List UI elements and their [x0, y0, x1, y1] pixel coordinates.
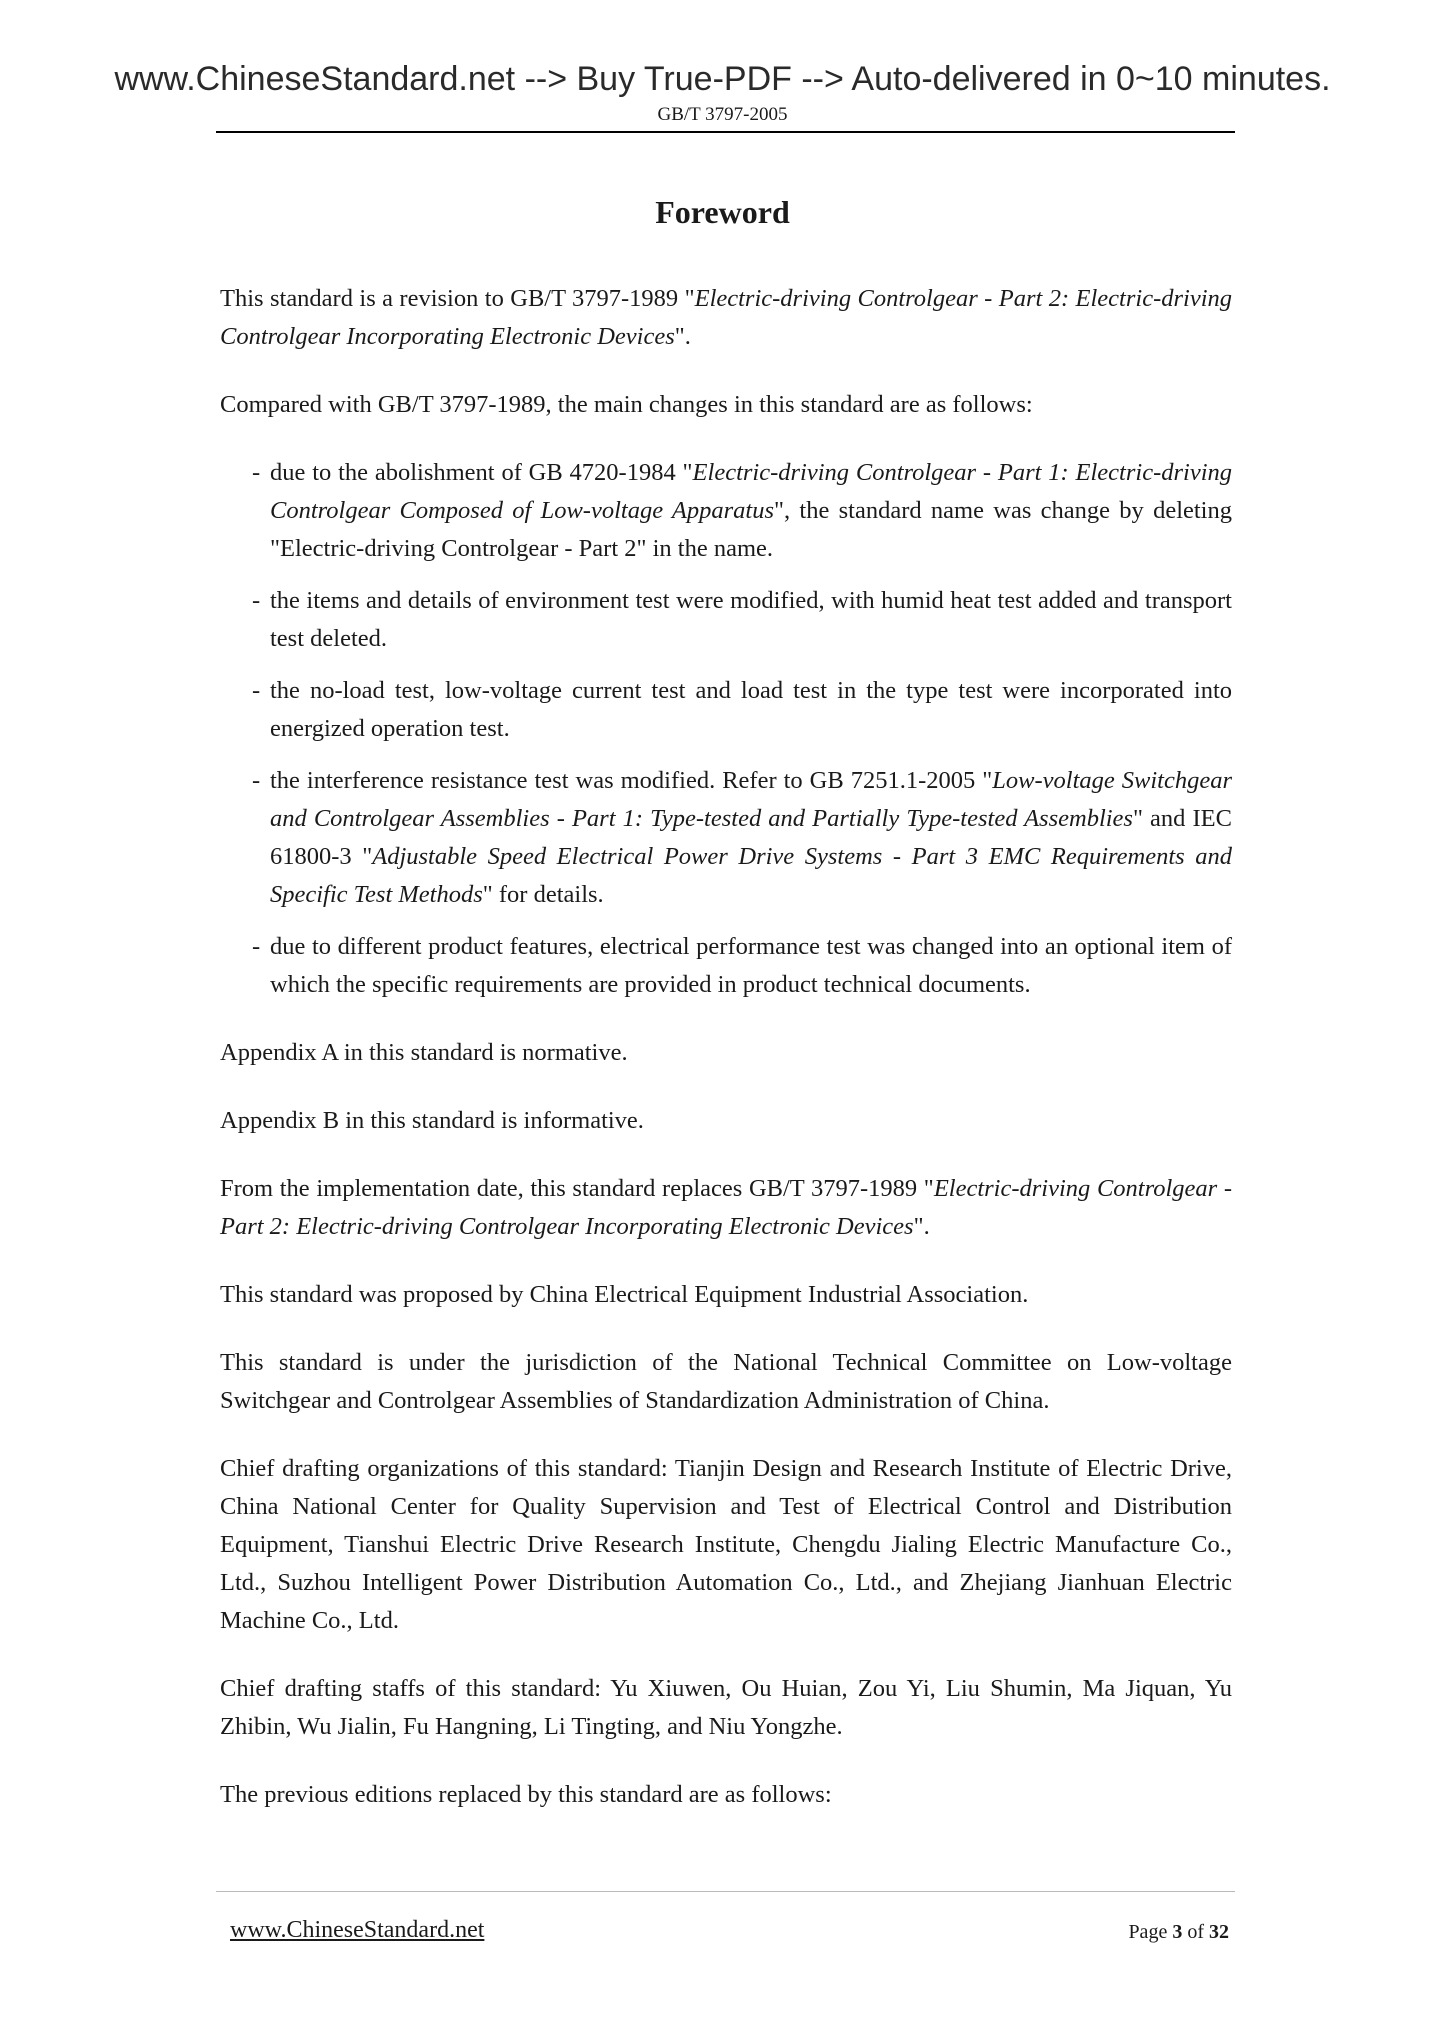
paragraph-jurisdiction: This standard is under the jurisdiction of the National Technical Committee on Low-voltage Switchgear and Controlgear Assemblies of Standardization Administration of China.	[220, 1349, 1232, 1414]
italic-title: Electric-driving Controlgear - Part 1: Electric-driving Controlgear Composed of Low-voltage Apparatus	[270, 459, 1233, 524]
text-segment: the items and details of environment test were modified, with humid heat test added and transport test deleted.	[270, 587, 1232, 652]
text-segment: This standard is a revision to GB/T 3797-1989 "	[220, 285, 695, 312]
page-title: Foreword	[655, 194, 790, 230]
paragraph-drafting-staffs: Chief drafting staffs of this standard: Yu Xiuwen, Ou Huian, Zou Yi, Liu Shumin, Ma Jiquan, Yu Zhibin, Wu Jialin, Fu Hangning, Li Tingting, and Niu Yongzhe.	[220, 1675, 1232, 1740]
footer-website-link[interactable]: www.ChineseStandard.net	[230, 1917, 485, 1943]
text-segment: due to different product features, electrical performance test was changed into an optional item of which the specific requirements are provided in product technical documents.	[270, 933, 1232, 998]
paragraph-replaces	[220, 1170, 1232, 1246]
header-divider	[216, 131, 1235, 133]
paragraph-revision	[220, 280, 1232, 356]
standard-number: GB/T 3797-2005	[657, 104, 788, 125]
text-segment: ".	[674, 323, 691, 350]
total-pages-number: 32	[1209, 1921, 1229, 1943]
footer-divider	[216, 1891, 1235, 1892]
italic-title: Low-voltage Switchgear and Controlgear Assemblies - Part 1: Type-tested and Partially Type-tested Assemblies	[270, 767, 1232, 832]
dash-bullet: -	[252, 587, 261, 614]
page-indicator	[1128, 1921, 1229, 1944]
italic-title: Electric-driving Controlgear - Part 2: Electric-driving Controlgear Incorporating Electronic Devices	[220, 285, 1232, 350]
page-of-word: of	[1187, 1921, 1204, 1943]
site-banner[interactable]: www.ChineseStandard.net --> Buy True-PDF --> Auto-delivered in 0~10 minutes.	[114, 60, 1331, 98]
text-segment: ", the standard name was change by deleting "Electric-driving Controlgear - Part 2" in the name.	[270, 497, 1232, 562]
paragraph-previous-editions: The previous editions replaced by this standard are as follows:	[220, 1781, 832, 1808]
text-segment: the interference resistance test was modified. Refer to GB 7251.1-2005 "	[270, 767, 993, 794]
page-word: Page	[1128, 1921, 1168, 1943]
dash-bullet: -	[252, 677, 261, 704]
foreword-body	[220, 280, 1232, 1844]
dash-bullet: -	[252, 767, 261, 794]
paragraph-appendix-b: Appendix B in this standard is informative.	[220, 1107, 644, 1134]
list-item	[220, 672, 1232, 748]
text-segment: ".	[913, 1213, 930, 1240]
text-segment: " and IEC 61800-3 "	[270, 805, 1232, 870]
paragraph-appendix-a: Appendix A in this standard is normative.	[220, 1039, 628, 1066]
changes-list	[220, 454, 1232, 1004]
dash-bullet: -	[252, 933, 261, 960]
paragraph-proposed-by: This standard was proposed by China Electrical Equipment Industrial Association.	[220, 1281, 1029, 1308]
italic-title: Electric-driving Controlgear - Part 2: Electric-driving Controlgear Incorporating Electronic Devices	[220, 1175, 1232, 1240]
text-segment: the no-load test, low-voltage current test and load test in the type test were incorporated into energized operation test.	[270, 677, 1232, 742]
paragraph-changes-intro: Compared with GB/T 3797-1989, the main changes in this standard are as follows:	[220, 391, 1033, 418]
list-item	[220, 928, 1232, 1004]
text-segment: From the implementation date, this standard replaces GB/T 3797-1989 "	[220, 1175, 934, 1202]
text-segment: due to the abolishment of GB 4720-1984 "	[270, 459, 693, 486]
list-item	[220, 454, 1232, 568]
current-page-number: 3	[1172, 1921, 1183, 1943]
list-item	[220, 582, 1232, 658]
list-item	[220, 762, 1232, 914]
dash-bullet: -	[252, 459, 261, 486]
text-segment: " for details.	[482, 881, 604, 908]
paragraph-drafting-organizations: Chief drafting organizations of this standard: Tianjin Design and Research Institute of Electric Drive, China National Center for Quality Supervision and Test of Electrical Control and Distribution Equipment, Tianshui Electric Drive Research Institute, Chengdu Jialing Electric Manufacture Co., Ltd., Suzhou Intelligent Power Distribution Automation Co., Ltd., and Zhejiang Jianhuan Electric Machine Co., Ltd.	[220, 1455, 1232, 1634]
italic-title: Adjustable Speed Electrical Power Drive Systems - Part 3 EMC Requirements and Specific Test Methods	[270, 843, 1232, 908]
